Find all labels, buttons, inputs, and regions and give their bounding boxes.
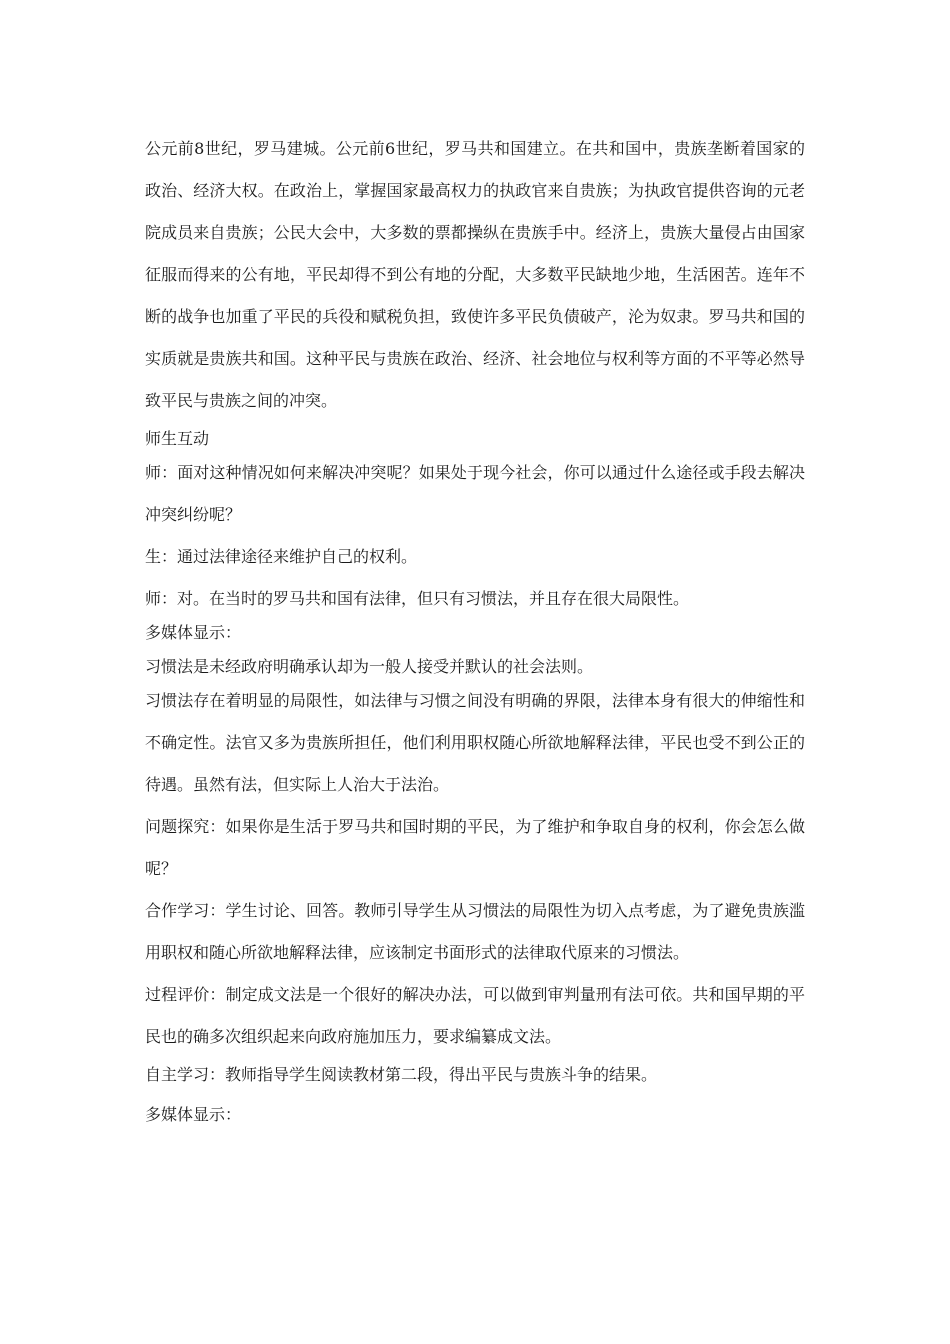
paragraph-teacher-reply: 师：对。在当时的罗马共和国有法律，但只有习惯法，并且存在很大局限性。 bbox=[145, 589, 690, 608]
paragraph-multimedia-label-1: 多媒体显示： bbox=[145, 623, 242, 642]
document-page bbox=[145, 128, 805, 1128]
paragraph-teacher-question: 师：面对这种情况如何来解决冲突呢？如果处于现今社会，你可以通过什么途径或手段去解决冲突纠纷呢？ bbox=[145, 463, 805, 524]
paragraph-rome-background: 公元前8世纪，罗马建城。公元前6世纪，罗马共和国建立。在共和国中，贵族垄断着国家的政治、经济大权。在政治上，掌握国家最高权力的执政官来自贵族；为执政官提供咨询的元老院成员来自贵族；公民大会中，大多数的票都操纵在贵族手中。经济上，贵族大量侵占由国家征服而得来的公有地，平民却得不到公有地的分配，大多数平民缺地少地，生活困苦。连年不断的战争也加重了平民的兵役和赋税负担，致使许多平民负债破产，沦为奴隶。罗马共和国的实质就是贵族共和国。这种平民与贵族在政治、经济、社会地位与权利等方面的不平等必然导致平民与贵族之间的冲突。 bbox=[145, 139, 805, 410]
paragraph-section-heading: 师生互动 bbox=[145, 429, 210, 448]
paragraph-cooperative-learning: 合作学习：学生讨论、回答。教师引导学生从习惯法的局限性为切入点考虑，为了避免贵族滥用职权和随心所欲地解释法律，应该制定书面形式的法律取代原来的习惯法。 bbox=[145, 901, 805, 962]
paragraph-customary-law-definition: 习惯法是未经政府明确承认却为一般人接受并默认的社会法则。 bbox=[145, 657, 594, 676]
paragraph-problem-inquiry: 问题探究：如果你是生活于罗马共和国时期的平民，为了维护和争取自身的权利，你会怎么做呢？ bbox=[145, 817, 805, 878]
paragraph-customary-law-limits: 习惯法存在着明显的局限性，如法律与习惯之间没有明确的界限，法律本身有很大的伸缩性和不确定性。法官又多为贵族所担任，他们利用职权随心所欲地解释法律，平民也受不到公正的待遇。虽然有法，但实际上人治大于法治。 bbox=[145, 691, 805, 794]
paragraph-multimedia-label-2: 多媒体显示： bbox=[145, 1105, 242, 1124]
paragraph-student-answer: 生：通过法律途径来维护自己的权利。 bbox=[145, 547, 418, 566]
paragraph-self-study: 自主学习：教师指导学生阅读教材第二段，得出平民与贵族斗争的结果。 bbox=[145, 1065, 658, 1084]
paragraph-process-evaluation: 过程评价：制定成文法是一个很好的解决办法，可以做到审判量刑有法可依。共和国早期的平民也的确多次组织起来向政府施加压力，要求编纂成文法。 bbox=[145, 985, 805, 1046]
